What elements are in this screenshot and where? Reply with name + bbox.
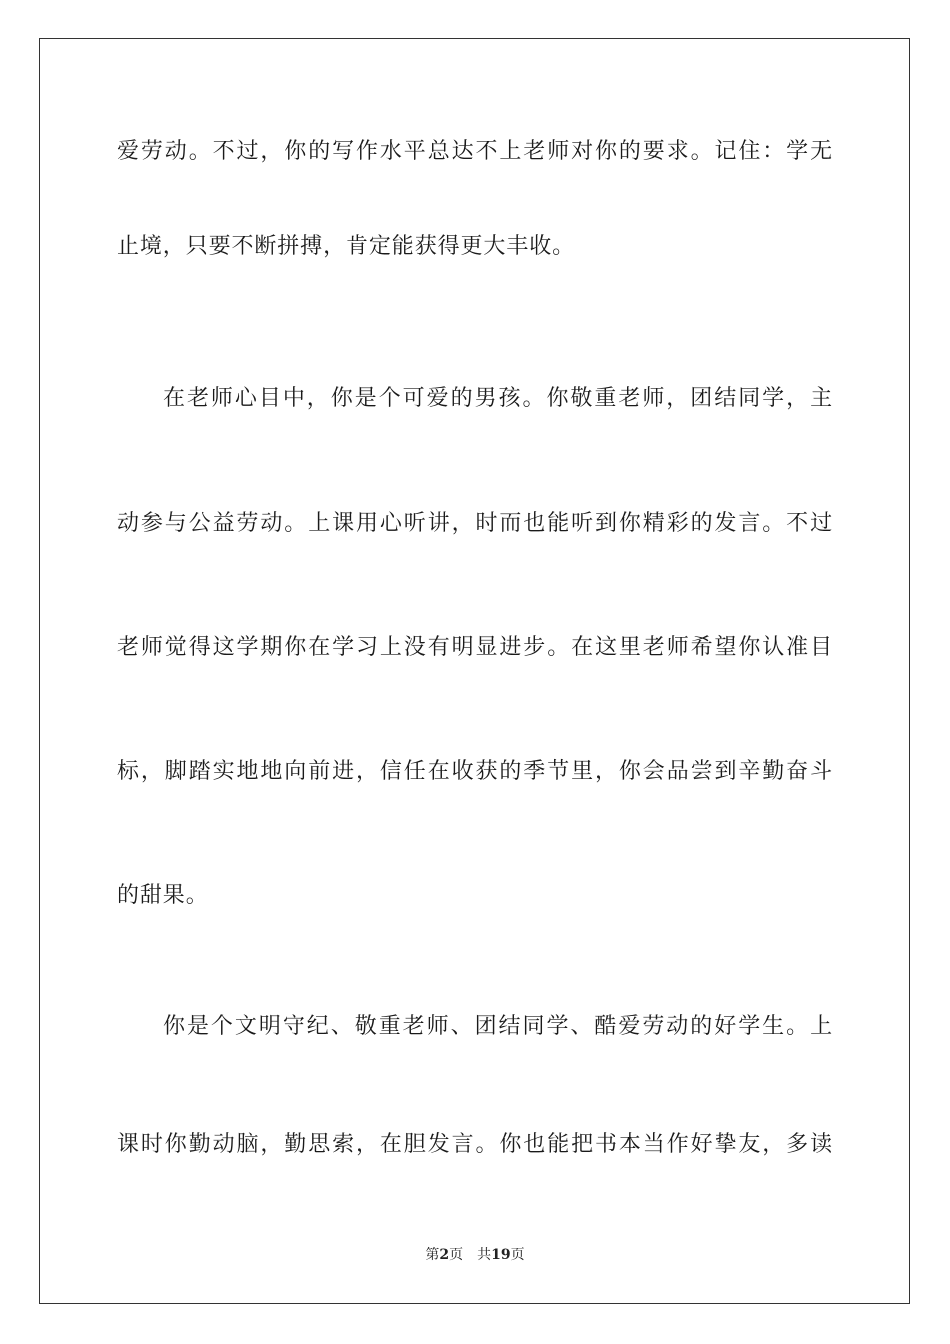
text-line-3: 在老师心目中，你是个可爱的男孩。你敬重老师，团结同学，主	[163, 386, 833, 411]
text-line-9: 课时你勤动脑，勤思索，在胆发言。你也能把书本当作好挚友，多读	[117, 1132, 833, 1157]
text-line-1: 爱劳动。不过，你的写作水平总达不上老师对你的要求。记住：学无	[117, 139, 833, 164]
text-line-2: 止境，只要不断拼搏，肯定能获得更大丰收。	[117, 234, 576, 259]
page-prefix: 第	[425, 1247, 440, 1263]
text-line-4: 动参与公益劳动。上课用心听讲，时而也能听到你精彩的发言。不过	[117, 511, 833, 536]
page-border	[39, 38, 910, 1304]
page-footer	[0, 1246, 950, 1264]
text-line-7: 的甜果。	[117, 883, 209, 908]
total-suffix: 页	[510, 1247, 525, 1263]
text-line-6: 标，脚踏实地地向前进，信任在收获的季节里，你会品尝到辛勤奋斗	[117, 759, 833, 784]
text-line-8: 你是个文明守纪、敬重老师、团结同学、酷爱劳动的好学生。上	[163, 1014, 833, 1039]
page-suffix: 页	[449, 1247, 464, 1263]
total-pages: 19	[491, 1247, 511, 1263]
total-prefix: 共	[477, 1247, 492, 1263]
page-number: 2	[439, 1247, 450, 1263]
text-line-5: 老师觉得这学期你在学习上没有明显进步。在这里老师希望你认准目	[117, 635, 833, 660]
